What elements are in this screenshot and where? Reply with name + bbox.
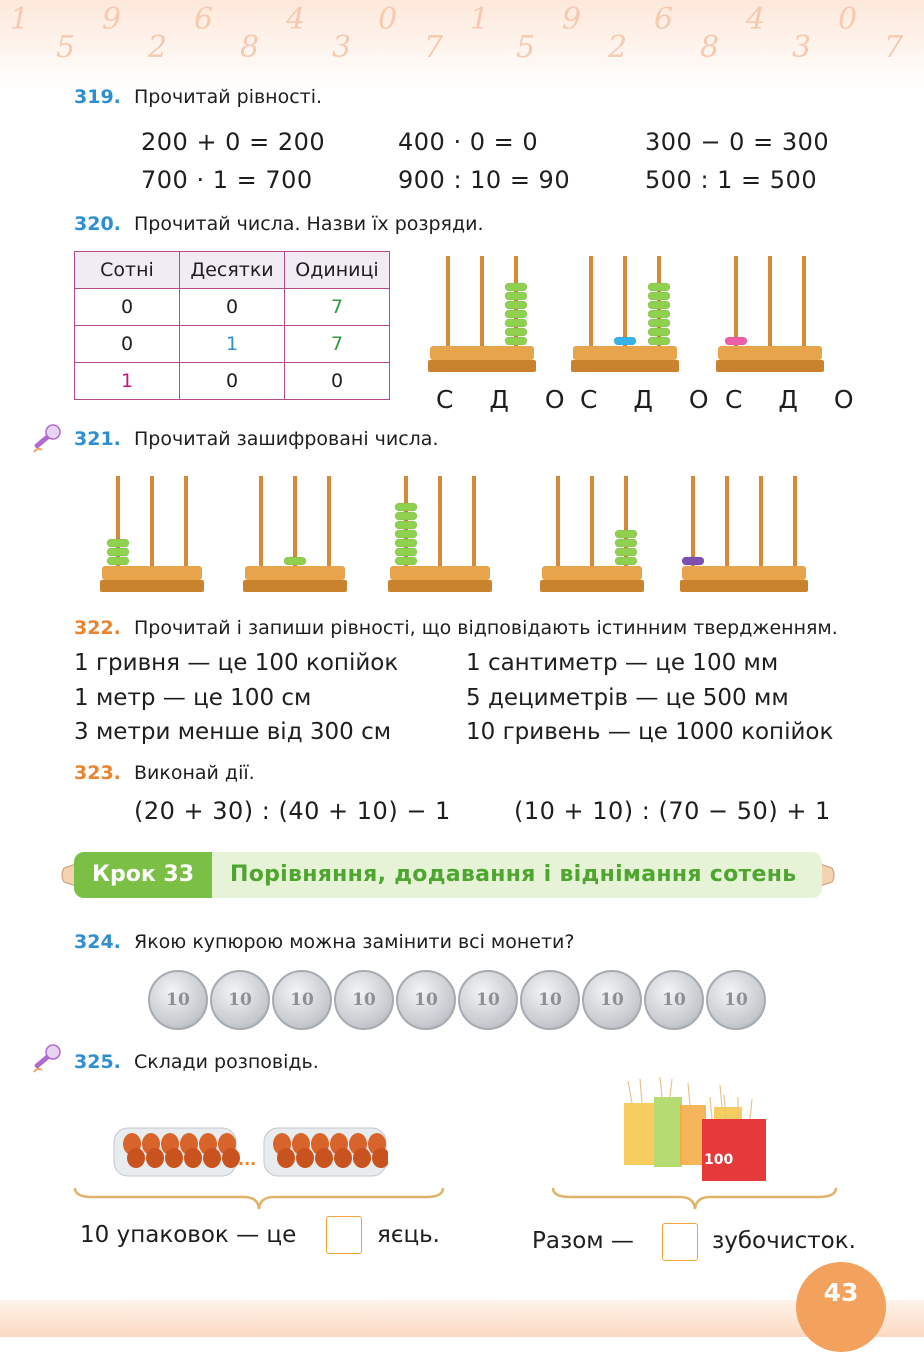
egg — [315, 1148, 333, 1168]
abacus-base — [540, 580, 644, 592]
equation: 200 + 0 = 200 — [141, 128, 326, 156]
abacus-bead — [395, 512, 417, 520]
table-cell: 7 — [285, 326, 390, 363]
decorative-digit: 4 — [746, 2, 766, 37]
abacus-base — [102, 566, 202, 580]
coin-icon: 10 — [458, 970, 518, 1030]
brace-left — [72, 1185, 447, 1211]
brace-right — [550, 1185, 840, 1211]
abacus-bead — [648, 301, 670, 309]
abacus-bead — [505, 337, 527, 345]
step-tag: Крок 33 — [74, 852, 212, 898]
abacus-bead — [505, 283, 527, 291]
abacus-base — [245, 566, 345, 580]
abacus-base — [243, 580, 347, 592]
equation: 700 · 1 = 700 — [141, 166, 313, 194]
abacus-rod — [768, 256, 772, 346]
abacus-bead — [107, 539, 129, 547]
abacus — [243, 476, 347, 592]
abacus-rod — [480, 256, 484, 346]
statement: 1 сантиметр — це 100 мм — [466, 650, 779, 676]
abacus-rod — [793, 476, 797, 566]
abacus-rod — [802, 256, 806, 346]
answer-box-eggs[interactable] — [326, 1216, 362, 1254]
abacus-bead — [648, 292, 670, 300]
abacus-bead — [615, 539, 637, 547]
egg — [353, 1148, 371, 1168]
equation: 500 : 1 = 500 — [645, 166, 818, 194]
decorative-digit: 5 — [516, 30, 536, 65]
table-cell: 0 — [180, 289, 285, 326]
abacus-base — [571, 360, 679, 372]
table-cell: 1 — [75, 363, 180, 400]
decorative-digit: 3 — [332, 30, 352, 65]
abacus-rod — [725, 476, 729, 566]
abacus-bead — [648, 283, 670, 291]
decorative-digit: 4 — [286, 2, 306, 37]
table-cell: 0 — [285, 363, 390, 400]
task-323-instruction: Виконай дії. — [134, 762, 255, 784]
task-321-instruction: Прочитай зашифровані числа. — [134, 428, 439, 450]
abacus-rod — [327, 476, 331, 566]
egg — [296, 1148, 314, 1168]
header-tens: Десятки — [180, 252, 285, 289]
abacus — [680, 476, 808, 592]
egg — [334, 1148, 352, 1168]
abacus-bead — [395, 548, 417, 556]
decorative-digit: 8 — [700, 30, 720, 65]
coin-icon: 10 — [272, 970, 332, 1030]
decorative-digit: 1 — [10, 2, 30, 37]
task-number-325: 325. — [74, 1051, 121, 1073]
abacus-rod — [759, 476, 763, 566]
abacus — [540, 476, 644, 592]
equation: 900 : 10 = 90 — [398, 166, 571, 194]
coin-icon: 10 — [334, 970, 394, 1030]
story-right-start: Разом — — [532, 1228, 634, 1254]
abacus-bead — [648, 310, 670, 318]
task-324-instruction: Якою купюрою можна замінити всі монети? — [134, 931, 575, 953]
abacus-base — [542, 566, 642, 580]
task-number-323: 323. — [74, 762, 121, 784]
statement: 3 метри менше від 300 см — [74, 719, 392, 745]
answer-box-toothpicks[interactable] — [662, 1223, 698, 1261]
decorative-digit: 9 — [562, 2, 582, 37]
abacus-bead — [615, 557, 637, 565]
task-319-instruction: Прочитай рівності. — [134, 86, 323, 108]
abacus-bead — [505, 319, 527, 327]
abacus-label: С Д О — [580, 385, 723, 414]
statement: 5 дециметрів — це 500 мм — [466, 685, 789, 711]
abacus-base — [100, 580, 204, 592]
story-left-start: 10 упаковок — це — [80, 1222, 297, 1248]
abacus-bead — [615, 548, 637, 556]
bottom-band — [0, 1300, 924, 1337]
abacus-bead — [614, 337, 636, 345]
expression: (10 + 10) : (70 − 50) + 1 — [514, 797, 831, 825]
decorative-digit: 7 — [424, 30, 444, 65]
abacus-base — [388, 580, 492, 592]
abacus-bead — [648, 328, 670, 336]
abacus-rod — [438, 476, 442, 566]
egg-cartons-image — [108, 1108, 388, 1188]
egg — [184, 1148, 202, 1168]
abacus-bead — [395, 503, 417, 511]
abacus-bead — [648, 319, 670, 327]
coin-icon: 10 — [148, 970, 208, 1030]
decorative-digit: 0 — [378, 2, 398, 37]
abacus-label: С Д О — [725, 385, 868, 414]
decorative-digit: 6 — [654, 2, 674, 37]
task-number-320: 320. — [74, 213, 121, 235]
abacus-label: С Д О — [436, 385, 579, 414]
decorative-digit: 7 — [884, 30, 904, 65]
abacus-bead — [615, 530, 637, 538]
abacus-rod — [472, 476, 476, 566]
egg — [277, 1148, 295, 1168]
microphone-icon — [30, 1042, 64, 1076]
abacus-bead — [395, 530, 417, 538]
decorative-digit: 6 — [194, 2, 214, 37]
coin-icon: 10 — [210, 970, 270, 1030]
abacus-rod — [446, 256, 450, 346]
coin-icon: 10 — [582, 970, 642, 1030]
egg — [165, 1148, 183, 1168]
abacus-bead — [505, 328, 527, 336]
decorative-digit: 1 — [470, 2, 490, 37]
page-number: 43 — [823, 1278, 859, 1307]
abacus-bead — [284, 557, 306, 565]
microphone-icon — [30, 422, 64, 456]
equation: 400 · 0 = 0 — [398, 128, 539, 156]
abacus-bead — [395, 521, 417, 529]
story-left-end: яєць. — [377, 1222, 440, 1248]
abacus-bead — [682, 557, 704, 565]
task-number-319: 319. — [74, 86, 121, 108]
table-cell: 1 — [180, 326, 285, 363]
coin-icon: 10 — [396, 970, 456, 1030]
page-number-badge — [796, 1262, 886, 1352]
abacus-rod — [691, 476, 695, 566]
abacus-base — [682, 566, 806, 580]
table-cell: 7 — [285, 289, 390, 326]
coin-icon: 10 — [706, 970, 766, 1030]
equation: 300 − 0 = 300 — [645, 128, 830, 156]
abacus-group-321 — [90, 470, 830, 600]
abacus-base — [573, 346, 677, 360]
statement: 10 гривень — це 1000 копійок — [466, 719, 834, 745]
abacus-rod — [293, 476, 297, 566]
statement: 1 метр — це 100 см — [74, 685, 312, 711]
abacus-bead — [107, 557, 129, 565]
abacus-bead — [395, 539, 417, 547]
expression: (20 + 30) : (40 + 10) − 1 — [134, 797, 451, 825]
abacus — [388, 476, 492, 592]
table-cell: 0 — [180, 363, 285, 400]
abacus-rod — [623, 256, 627, 346]
abacus-bead — [505, 301, 527, 309]
abacus-base — [390, 566, 490, 580]
abacus-base — [716, 360, 824, 372]
abacus-rod — [150, 476, 154, 566]
toothpick-jars-image — [620, 1075, 770, 1185]
egg — [203, 1148, 221, 1168]
ellipsis: ... — [238, 1150, 257, 1169]
decorative-digit: 5 — [56, 30, 76, 65]
decorative-digit: 3 — [792, 30, 812, 65]
abacus-rod — [259, 476, 263, 566]
coin-icon: 10 — [644, 970, 704, 1030]
abacus-base — [718, 346, 822, 360]
abacus-bead — [505, 310, 527, 318]
abacus-base — [428, 360, 536, 372]
task-320-instruction: Прочитай числа. Назви їх розряди. — [134, 213, 484, 235]
abacus-bead — [505, 292, 527, 300]
abacus-base — [680, 580, 808, 592]
task-number-324: 324. — [74, 931, 121, 953]
story-right-end: зубочисток. — [712, 1228, 856, 1254]
header-hundreds: Сотні — [75, 252, 180, 289]
coin-icon: 10 — [520, 970, 580, 1030]
abacus-rod — [590, 476, 594, 566]
abacus — [100, 476, 204, 592]
decorative-number-header — [0, 0, 924, 90]
abacus-rod — [184, 476, 188, 566]
task-number-321: 321. — [74, 428, 121, 450]
abacus-bead — [725, 337, 747, 345]
jar-label: 100 — [704, 1152, 734, 1168]
abacus-group-320 — [420, 250, 840, 385]
abacus-base — [430, 346, 534, 360]
egg — [146, 1148, 164, 1168]
table-cell: 0 — [75, 289, 180, 326]
table-cell: 0 — [75, 326, 180, 363]
abacus-bead — [107, 548, 129, 556]
task-322-instruction: Прочитай і запиши рівності, що відповідають істинним твердженням. — [134, 617, 838, 639]
place-value-table — [74, 251, 390, 400]
statement: 1 гривня — це 100 копійок — [74, 650, 399, 676]
task-number-322: 322. — [74, 617, 121, 639]
decorative-digit: 2 — [148, 30, 168, 65]
abacus-bead — [395, 557, 417, 565]
task-325-instruction: Склади розповідь. — [134, 1051, 319, 1073]
abacus-rod — [589, 256, 593, 346]
header-ones: Одиниці — [285, 252, 390, 289]
egg — [127, 1148, 145, 1168]
decorative-digit: 0 — [838, 2, 858, 37]
decorative-digit: 9 — [102, 2, 122, 37]
coin-row — [148, 970, 778, 1030]
abacus-rod — [734, 256, 738, 346]
step-title: Порівняння, додавання і віднімання сотень — [230, 862, 797, 887]
abacus-rod — [556, 476, 560, 566]
decorative-digit: 8 — [240, 30, 260, 65]
decorative-digit: 2 — [608, 30, 628, 65]
abacus-bead — [648, 337, 670, 345]
